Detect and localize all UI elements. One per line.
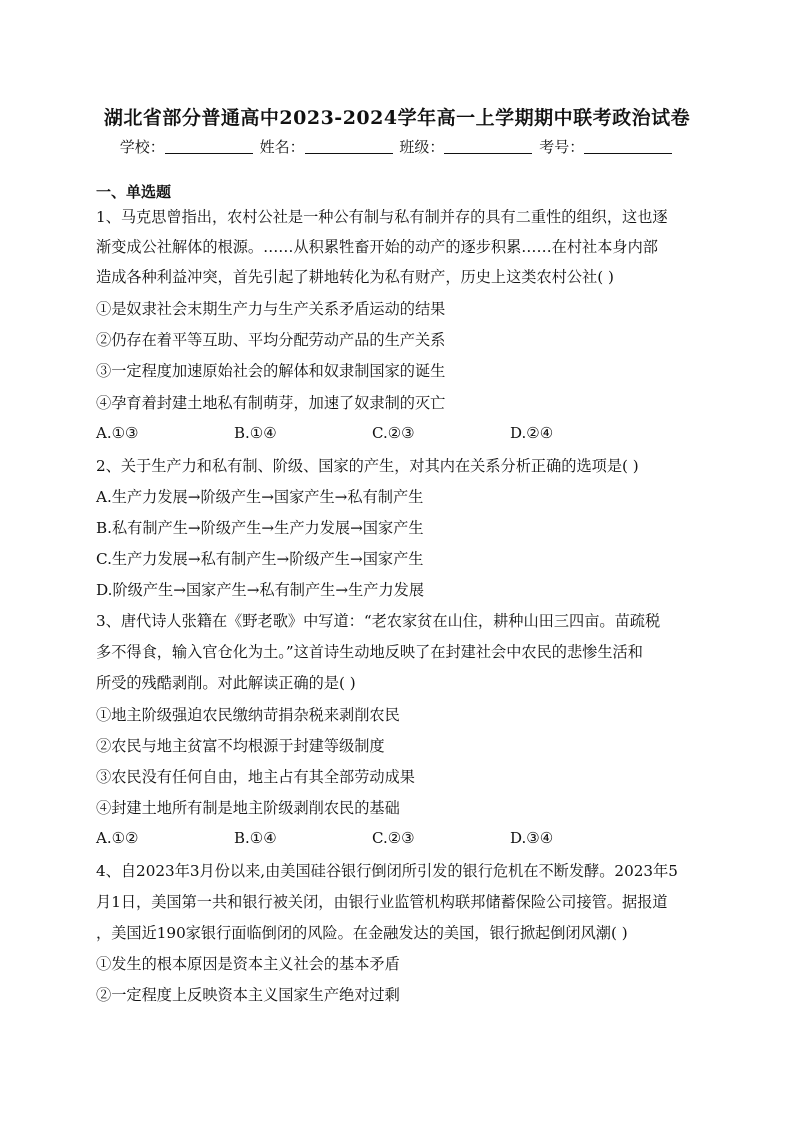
q3-stem-line-1: 3、唐代诗人张籍在《野老歌》中写道：“老农家贫在山住，耕种山田三四亩。苗疏税 [96, 612, 661, 630]
q1-option-b[interactable]: B.①④ [234, 424, 277, 442]
q2-option-c[interactable]: C.生产力发展→私有制产生→阶级产生→国家产生 [96, 550, 424, 568]
q3-statement-1: ①地主阶级强迫农民缴纳苛捐杂税来剥削农民 [96, 706, 400, 724]
q2-stem-line-1: 2、关于生产力和私有制、阶级、国家的产生，对其内在关系分析正确的选项是( ) [96, 457, 639, 475]
number-label: 考号： [539, 138, 585, 156]
q3-statement-2: ②农民与地主贫富不均根源于封建等级制度 [96, 737, 385, 755]
school-blank[interactable] [165, 139, 253, 154]
q4-statement-1: ①发生的根本原因是资本主义社会的基本矛盾 [96, 955, 400, 973]
number-blank[interactable] [584, 139, 672, 154]
q3-option-a[interactable]: A.①② [96, 829, 139, 847]
q4-stem-line-2: 月1日，美国第一共和银行被关闭，由银行业监管机构联邦储蓄保险公司接管。据报道 [96, 893, 668, 911]
page-title: 湖北省部分普通高中2023-2024学年高一上学期期中联考政治试卷 [103, 107, 691, 129]
q2-option-a[interactable]: A.生产力发展→阶级产生→国家产生→私有制产生 [96, 488, 424, 506]
q1-options [96, 424, 648, 442]
name-label: 姓名： [259, 138, 305, 156]
q1-option-d[interactable]: D.②④ [510, 424, 554, 442]
q3-option-d[interactable]: D.③④ [510, 829, 554, 847]
q1-stem-line-2: 渐变成公社解体的根源。……从积累牲畜开始的动产的逐步积累……在村社本身内部 [96, 238, 658, 256]
q1-stem-line-1: 1、马克思曾指出，农村公社是一种公有制与私有制并存的具有二重性的组织，这也逐 [96, 208, 668, 226]
q1-stem-line-3: 造成各种利益冲突，首先引起了耕地转化为私有财产，历史上这类农村公社( ) [96, 268, 614, 286]
class-label: 班级： [399, 138, 445, 156]
q3-option-c[interactable]: C.②③ [372, 829, 415, 847]
q1-statement-4: ④孕育着封建土地私有制萌芽，加速了奴隶制的灭亡 [96, 394, 446, 412]
q3-options [96, 829, 648, 847]
q1-statement-1: ①是奴隶社会末期生产力与生产关系矛盾运动的结果 [96, 300, 446, 318]
q2-option-d[interactable]: D.阶级产生→国家产生→私有制产生→生产力发展 [96, 581, 425, 599]
section-heading: 一、单选题 [96, 183, 172, 201]
q1-option-c[interactable]: C.②③ [372, 424, 415, 442]
q3-option-b[interactable]: B.①④ [234, 829, 277, 847]
q3-stem-line-3: 所受的残酷剥削。对此解读正确的是( ) [96, 674, 356, 692]
name-blank[interactable] [305, 139, 393, 154]
class-blank[interactable] [444, 139, 532, 154]
q3-stem-line-2: 多不得食，输入官仓化为土。”这首诗生动地反映了在封建社会中农民的悲惨生活和 [96, 643, 643, 661]
school-label: 学校： [119, 138, 165, 156]
q4-stem-line-3: ，美国近190家银行面临倒闭的风险。在金融发达的美国，银行掀起倒闭风潮( ) [96, 924, 628, 942]
q1-option-a[interactable]: A.①③ [96, 424, 139, 442]
student-info-row [0, 136, 794, 157]
q4-statement-2: ②一定程度上反映资本主义国家生产绝对过剩 [96, 986, 400, 1004]
q3-statement-3: ③农民没有任何自由，地主占有其全部劳动成果 [96, 768, 415, 786]
q3-statement-4: ④封建土地所有制是地主阶级剥削农民的基础 [96, 799, 400, 817]
q4-stem-line-1: 4、自2023年3月份以来,由美国硅谷银行倒闭所引发的银行危机在不断发酵。2023年5 [96, 862, 678, 880]
q2-option-b[interactable]: B.私有制产生→阶级产生→生产力发展→国家产生 [96, 519, 424, 537]
q1-statement-2: ②仍存在着平等互助、平均分配劳动产品的生产关系 [96, 331, 446, 349]
q1-statement-3: ③一定程度加速原始社会的解体和奴隶制国家的诞生 [96, 362, 446, 380]
